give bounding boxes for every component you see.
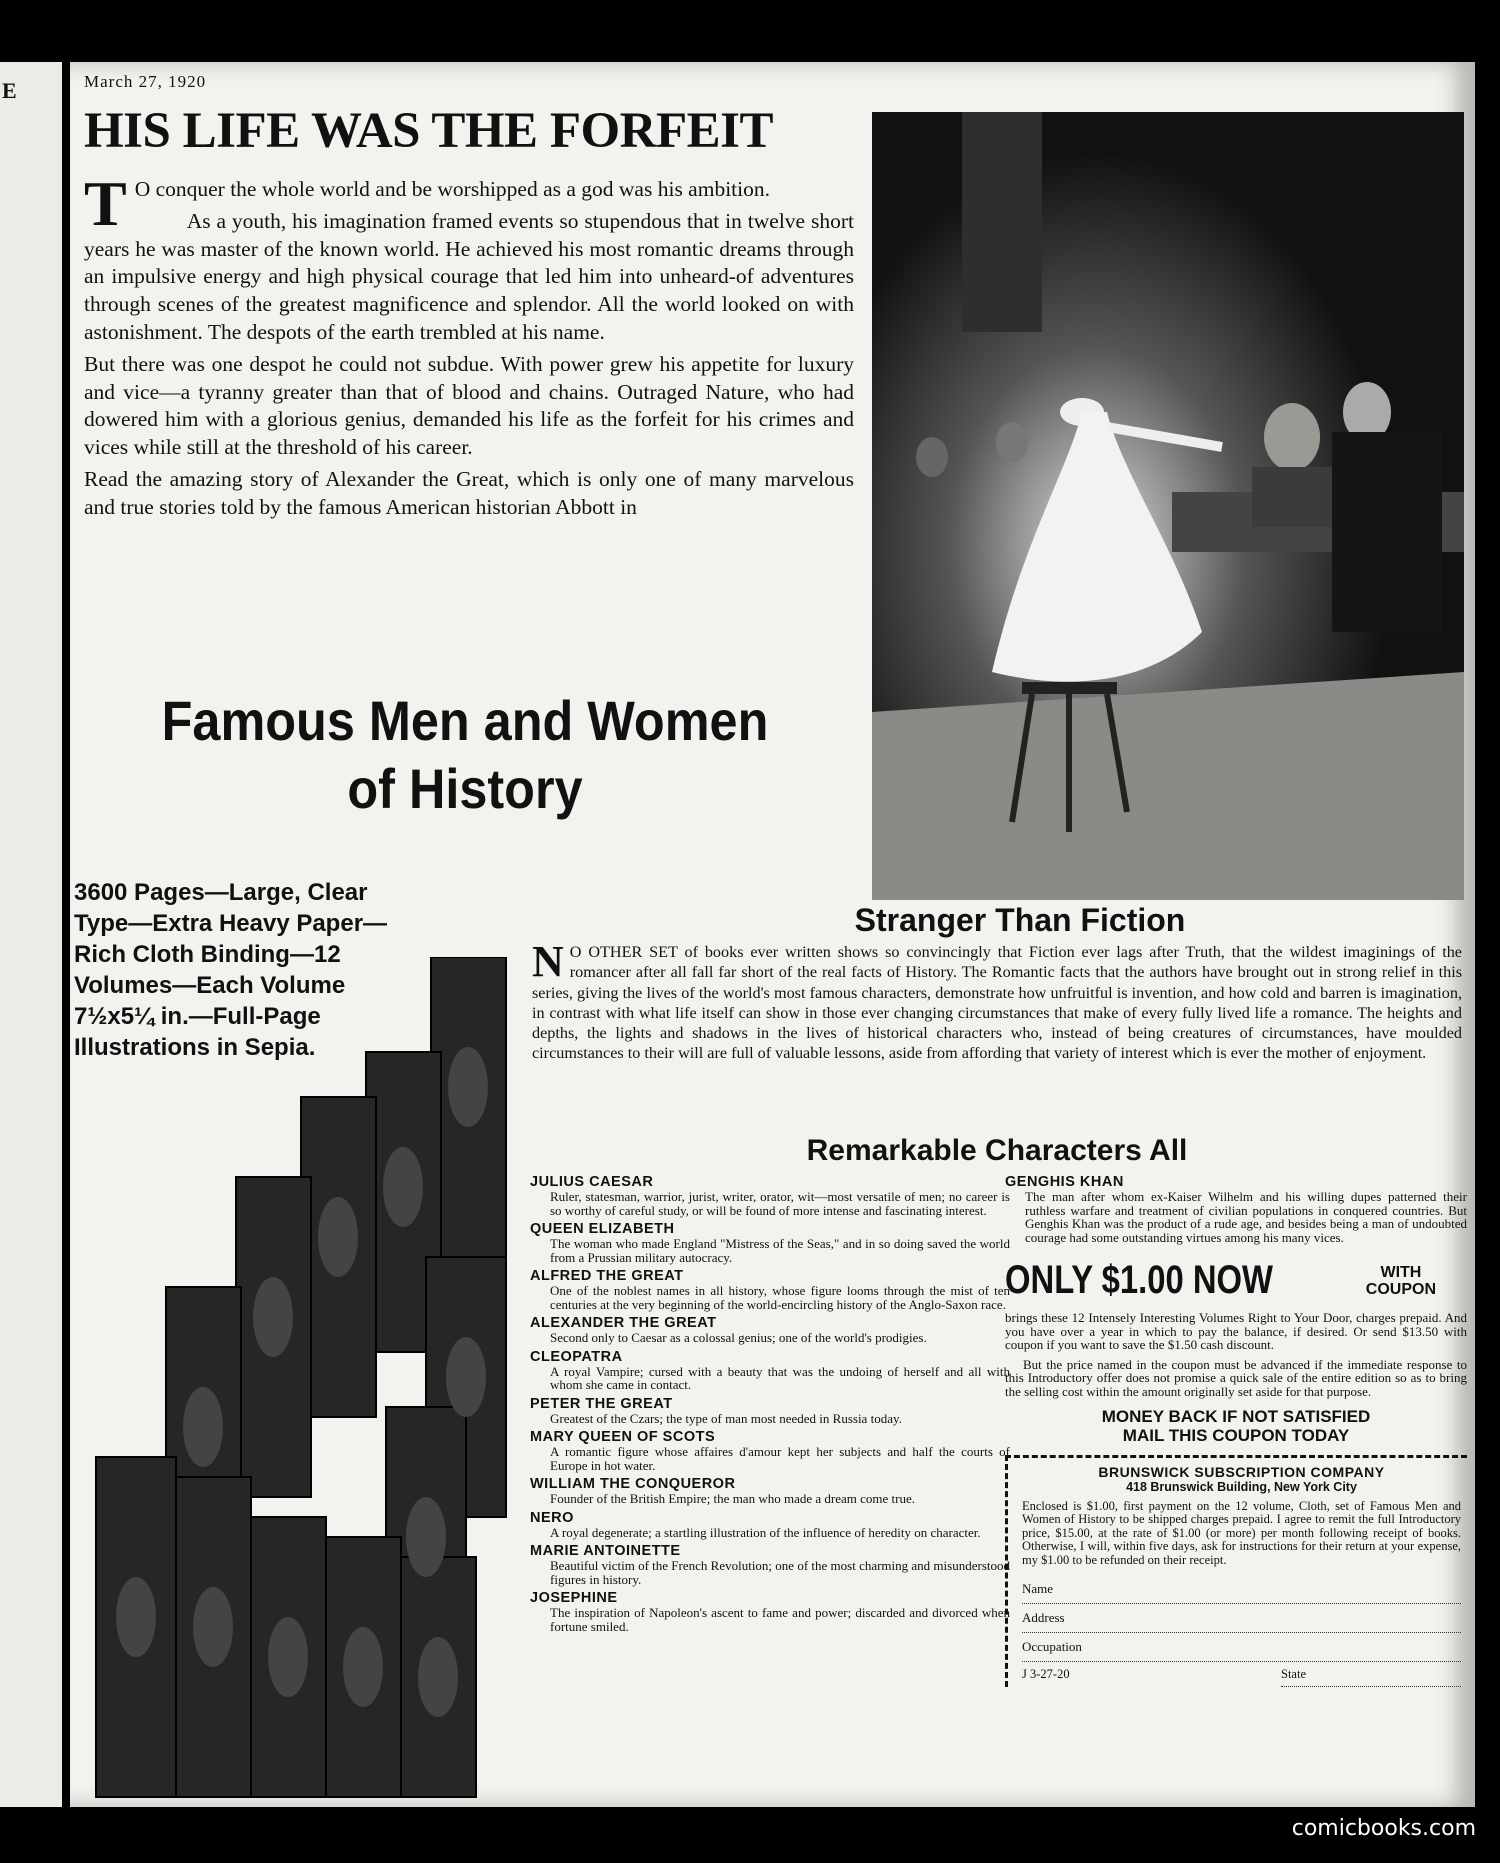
coupon-bottom-row (1022, 1662, 1461, 1687)
character-entry: WILLIAM THE CONQUEROR Founder of the British Empire; the man who made a dream come true. (530, 1476, 915, 1506)
series-title (110, 687, 821, 823)
magazine-page (70, 62, 1475, 1807)
with-coupon-label: WITH COUPON (1365, 1263, 1437, 1298)
offer-terms-2: But the price named in the coupon must be advanced if the immediate response to this Introductory offer does not promise a quick sale of the entire edition so as to bring the selling cost within the amount originally set aside for that purpose. (1005, 1356, 1467, 1399)
intro-paragraph-2: As a youth, his imagination framed events so stupendous that in twelve short years he was master of the known world. He achieved his most romantic dreams through an impulsive energy and high physical courage that led him into unheard-of adventures through scenes of the greatest magnificence and splendor. All the world looked on with astonishment. The despots of the earth trembled at his name. (84, 208, 854, 344)
coupon-company: BRUNSWICK SUBSCRIPTION COMPANY (1098, 1463, 1385, 1480)
offer-column (1005, 1174, 1467, 1687)
coupon-text: Enclosed is $1.00, first payment on the 12 volume, Cloth, set of Famous Men and Women of History to be shipped charges prepaid. I agree to remit the full Introductory price, $15.00, at the rate of $1.00 (or more) per month following receipt of books. Otherwise, I will, within five days, ask for instructions for their return at your expense, my $1.00 to be refunded on their receipt. (1022, 1498, 1461, 1567)
book-set-illustration (86, 957, 516, 1807)
headline: HIS LIFE WAS THE FORFEIT (84, 103, 774, 159)
coupon-address-field[interactable]: Address (1022, 1604, 1461, 1633)
character-entry: MARIE ANTOINETTE Beautiful victim of the French Revolution; one of the most charming and misunderstood figures in history. (530, 1543, 1010, 1587)
character-entry: ALFRED THE GREAT One of the noblest names in all history, whose figure looms through the mist of ten centuries at the very beginning of the world-encircling history of the Anglo-Saxon race. (530, 1268, 1010, 1312)
illustration-photo (872, 112, 1464, 900)
order-coupon[interactable] (1005, 1455, 1467, 1688)
character-entry: JOSEPHINE The inspiration of Napoleon's ascent to fame and power; discarded and divorced when fortune smiled. (530, 1590, 1010, 1634)
stranger-than-fiction-heading: Stranger Than Fiction (854, 902, 1186, 938)
intro-text (84, 168, 854, 526)
intro-paragraph-4: Read the amazing story of Alexander the Great, which is only one of many marvelous and true stories told by the famous American historian Abbott in (84, 466, 854, 519)
character-entry: MARY QUEEN OF SCOTS A romantic figure whose affaires d'amour kept her subjects and half the courts of Europe in hot water. (530, 1429, 1010, 1473)
intro-paragraph-1: T O conquer the whole world and be worshipped as a god was his ambition. (84, 168, 770, 239)
stranger-than-fiction-text: N O OTHER SET of books ever written shows so convincingly that Fiction ever lags after Truth, that the wildest imaginings of the romancer after all fall far short of the real facts of History. The Romantic facts that the authors have brought out in strong relief in this series, giving the lives of the world's most famous characters, demonstrate how unfruitful is invention, and how cold and barren is imagination, in contrast with what life itself can show in those ever changing circumstances that make of every fully lived life a romance. The heights and depths, the lights and shadows in the lives of historical characters who, instead of being creatures of circumstances, have moulded circumstances to their will are full of valuable lessons, aside from affording that variety of interest which is ever the mother of enjoyment. (532, 937, 1462, 1063)
edge-letter: E (2, 78, 17, 103)
price-offer (1005, 1258, 1467, 1303)
coupon-state-field[interactable]: State (1281, 1662, 1461, 1687)
character-entry: CLEOPATRA A royal Vampire; cursed with a beauty that was the undoing of herself and all with whom she came in contact. (530, 1348, 1010, 1392)
coupon-code: J 3-27-20 (1022, 1667, 1070, 1682)
character-entry: PETER THE GREAT Greatest of the Czars; the type of man most needed in Russia today. (530, 1395, 902, 1426)
character-entry: NERO A royal degenerate; a startling illustration of the influence of heredity on character. (530, 1509, 981, 1540)
coupon-address: 418 Brunswick Building, New York City (1126, 1479, 1357, 1494)
remarkable-characters-heading: Remarkable Characters All (806, 1134, 1188, 1167)
offer-terms-1: brings these 12 Intensely Interesting Volumes Right to Your Door, charges prepaid. And you have over a year in which to pay the balance, if desired. Or send $13.50 with coupon if you want to save the $1.50 cash discount. (1005, 1310, 1467, 1353)
book-specs: 3600 Pages—Large, Clear Type—Extra Heavy Paper—Rich Cloth Binding—12 Volumes—Each Volume 7½x5¼ in.—Full-Page Illustrations in Sepia. (74, 879, 388, 1061)
character-entry: ALEXANDER THE GREAT Second only to Caesar as a colossal genius; one of the world's prodigies. (530, 1315, 927, 1345)
coupon-occupation-field[interactable]: Occupation (1022, 1633, 1461, 1662)
series-title-line-2: of History (347, 757, 583, 820)
watermark: comicbooks.com (1291, 1816, 1476, 1841)
coupon-name-field[interactable]: Name (1022, 1575, 1461, 1604)
money-back-notice: MONEY BACK IF NOT SATISFIED MAIL THIS COUPON TODAY (1101, 1406, 1371, 1445)
issue-date: March 27, 1920 (84, 72, 207, 91)
series-title-line-1: Famous Men and Women (161, 689, 769, 752)
intro-dropcap: T (84, 168, 127, 239)
intro-paragraph-3: But there was one despot he could not subdue. With power grew his appetite for luxury and vice—a tyranny greater than that of blood and chains. Outraged Nature, who had dowered him with a glorious genius, demanded his life as the forfeit for his crimes and vices while still at the threshold of his career. (84, 351, 854, 460)
offer-terms (1005, 1311, 1467, 1399)
price-offer-headline: ONLY $1.00 NOW (1005, 1258, 1273, 1302)
previous-page-edge (0, 62, 62, 1807)
character-entry-genghis-khan: GENGHIS KHAN The man after whom ex-Kaiser Wilhelm and his willing dupes patterned their ruthless warfare and treatment of civilian populations in conquered countries. But Genghis Khan was the product of a rude age, and besides being a man of undoubted courage had some outstanding virtues among his many vices. (1005, 1174, 1467, 1245)
stranger-dropcap: N (532, 937, 564, 986)
character-entry: JULIUS CAESAR Ruler, statesman, warrior, jurist, writer, orator, wit—most versatile of men; no career is so worthy of careful study, or will be found of more intense and fascinating interest. (530, 1174, 1010, 1218)
character-entry: QUEEN ELIZABETH The woman who made England "Mistress of the Seas," and in so doing saved the world from a Prussian military autocracy. (530, 1221, 1010, 1265)
character-list (530, 1174, 1010, 1637)
